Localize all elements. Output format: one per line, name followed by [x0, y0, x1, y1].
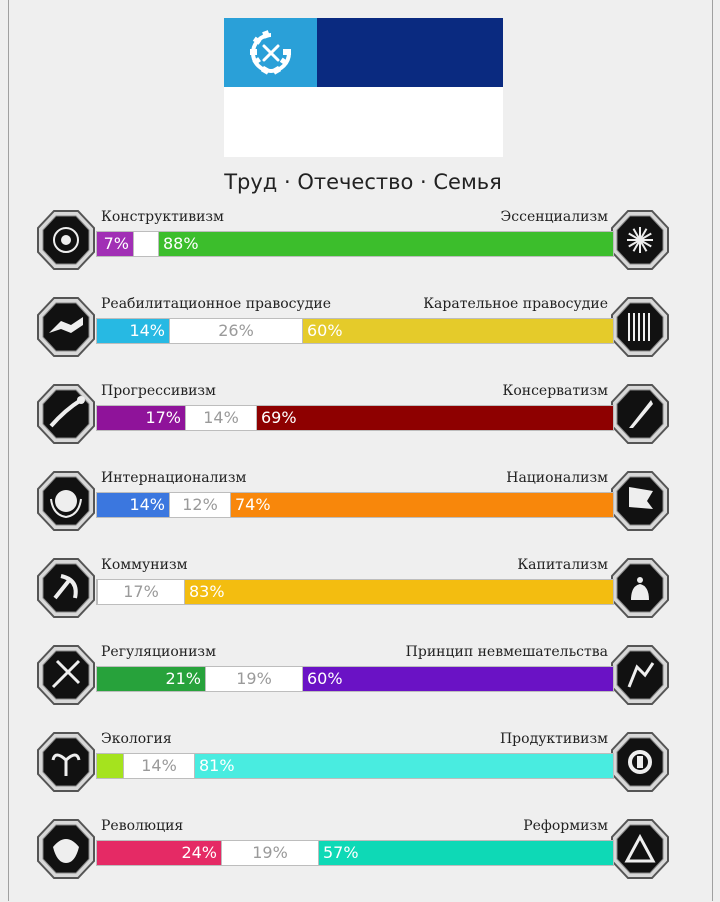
flag-canton — [224, 18, 317, 87]
right-axis-label: Продуктивизм — [499, 731, 608, 747]
center-percent: 26% — [218, 321, 254, 340]
left-percent: 7% — [103, 234, 129, 253]
axis-row — [0, 292, 720, 380]
hammer-sickle-icon — [35, 556, 97, 620]
axis-row — [0, 205, 720, 293]
center-percent-segment — [185, 406, 257, 430]
factory-gear-icon — [609, 730, 671, 794]
left-axis-label: Конструктивизм — [101, 209, 224, 225]
center-percent: 12% — [182, 495, 218, 514]
handshake-icon — [35, 295, 97, 359]
left-axis-label: Регуляционизм — [101, 644, 216, 660]
left-percent: 24% — [181, 843, 217, 862]
left-percent-segment — [97, 667, 205, 691]
right-percent: 60% — [307, 669, 343, 688]
left-axis-label: Интернационализм — [101, 470, 247, 486]
flag-top-right-field — [317, 18, 503, 87]
axis-bar — [96, 666, 614, 692]
left-percent-segment — [97, 493, 169, 517]
center-percent-segment — [97, 580, 185, 604]
right-axis-label: Карательное правосудие — [423, 296, 608, 312]
right-percent: 81% — [199, 756, 235, 775]
axis-row — [0, 379, 720, 467]
axis-bar — [96, 318, 614, 344]
right-percent: 83% — [189, 582, 225, 601]
right-percent-segment — [195, 754, 613, 778]
left-axis-label: Реабилитационное правосудие — [101, 296, 331, 312]
left-percent-segment — [97, 406, 185, 430]
comet-icon — [35, 382, 97, 446]
sprout-icon — [35, 730, 97, 794]
center-percent: 14% — [141, 756, 177, 775]
right-percent: 88% — [163, 234, 199, 253]
right-percent-segment — [231, 493, 613, 517]
axis-bar — [96, 492, 614, 518]
right-percent: 74% — [235, 495, 271, 514]
center-percent: 17% — [123, 582, 159, 601]
money-bag-icon — [609, 556, 671, 620]
prison-bars-icon — [609, 295, 671, 359]
right-axis-label: Принцип невмешательства — [405, 644, 608, 660]
right-percent-segment — [185, 580, 613, 604]
right-percent-segment — [303, 319, 613, 343]
axis-bar — [96, 840, 614, 866]
party-flag — [224, 18, 503, 157]
center-percent: 14% — [203, 408, 239, 427]
open-hand-icon — [609, 643, 671, 707]
right-percent: 60% — [307, 321, 343, 340]
center-percent-segment — [221, 841, 319, 865]
left-axis-label: Революция — [101, 818, 184, 834]
axis-row — [0, 553, 720, 641]
gear-cross-emblem-icon — [247, 29, 295, 77]
left-percent: 21% — [165, 669, 201, 688]
right-percent: 57% — [323, 843, 359, 862]
left-percent-segment — [97, 232, 133, 256]
flag-bottom-field — [224, 87, 503, 157]
globe-laurel-icon — [35, 469, 97, 533]
raised-fist-icon — [35, 817, 97, 881]
axis-bar — [96, 231, 614, 257]
center-percent-segment — [133, 232, 159, 256]
axis-bar — [96, 579, 614, 605]
left-percent: 14% — [129, 321, 165, 340]
right-axis-label: Капитализм — [517, 557, 608, 573]
center-percent-segment — [205, 667, 303, 691]
left-percent: 17% — [145, 408, 181, 427]
right-percent-segment — [159, 232, 613, 256]
waving-flag-icon — [609, 469, 671, 533]
ballot-box-icon — [609, 817, 671, 881]
center-percent: 19% — [252, 843, 288, 862]
quill-pen-icon — [609, 382, 671, 446]
left-percent: 14% — [129, 495, 165, 514]
center-percent-segment — [123, 754, 195, 778]
axis-row — [0, 727, 720, 815]
axis-bar — [96, 753, 614, 779]
right-axis-label: Национализм — [506, 470, 608, 486]
ruler-compass-icon — [35, 643, 97, 707]
center-percent-segment — [169, 319, 303, 343]
right-axis-label: Консерватизм — [502, 383, 608, 399]
right-percent-segment — [319, 841, 613, 865]
axis-bar — [96, 405, 614, 431]
motto: Труд · Отечество · Семья — [224, 170, 502, 194]
center-percent-segment — [169, 493, 231, 517]
right-percent-segment — [303, 667, 613, 691]
right-percent-segment — [257, 406, 613, 430]
right-axis-label: Эссенциализм — [500, 209, 608, 225]
left-percent-segment — [97, 841, 221, 865]
right-percent: 69% — [261, 408, 297, 427]
left-percent-segment — [97, 754, 123, 778]
axis-row — [0, 814, 720, 902]
center-percent: 19% — [236, 669, 272, 688]
left-percent-segment — [97, 319, 169, 343]
left-axis-label: Коммунизм — [101, 557, 188, 573]
gear-hand-icon — [35, 208, 97, 272]
axis-row — [0, 640, 720, 728]
thistle-flower-icon — [609, 208, 671, 272]
right-axis-label: Реформизм — [523, 818, 608, 834]
left-axis-label: Прогрессивизм — [101, 383, 216, 399]
axis-row — [0, 466, 720, 554]
left-axis-label: Экология — [101, 731, 172, 747]
